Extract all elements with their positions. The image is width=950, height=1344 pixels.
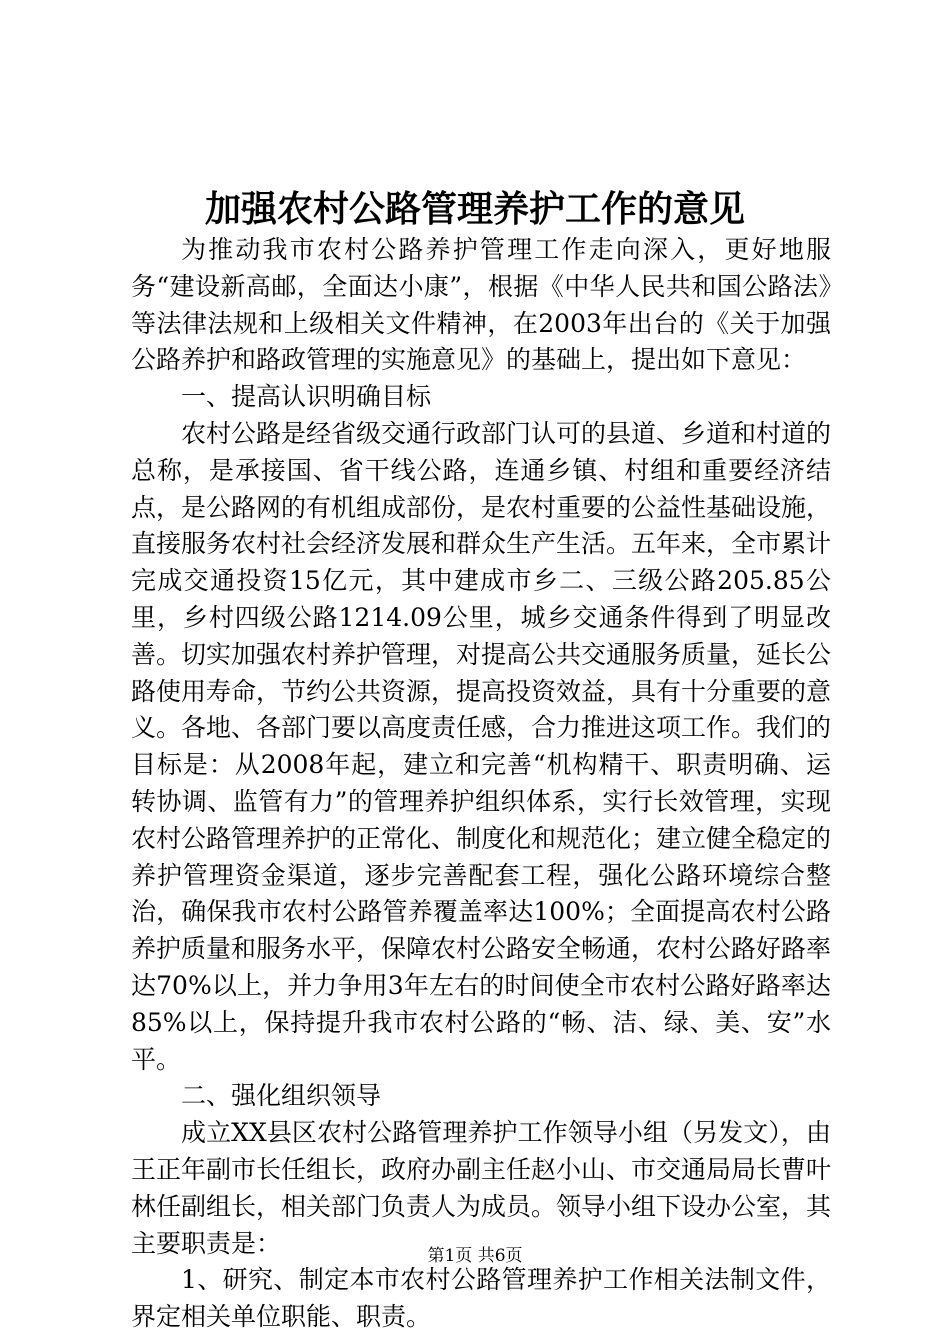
- document-body: [131, 232, 831, 1336]
- section-heading-2: 二、强化组织领导: [181, 1081, 382, 1111]
- section-2-item-1: 1、研究、制定本市农村公路管理养护工作相关法制文件，界定相关单位职能、职责。: [131, 1265, 831, 1332]
- section-2-paragraph: 成立XX县区农村公路管理养护工作领导小组（另发文），由王正年副市长任组长，政府办副主任赵小山、市交通局局长曹叶林任副组长，相关部门负责人为成员。领导小组下设办公室，其主要职责是：: [131, 1118, 832, 1258]
- intro-paragraph: 为推动我市农村公路养护管理工作走向深入，更好地服务“建设新高邮，全面达小康”，根据《中华人民共和国公路法》等法律法规和上级相关文件精神，在2003年出台的《关于加强公路养护和路政管理的实施意见》的基础上，提出如下意见：: [131, 235, 831, 375]
- page-footer: 第1页 共6页: [427, 1246, 523, 1266]
- document-title: 加强农村公路管理养护工作的意见: [204, 188, 745, 230]
- section-1-paragraph: 农村公路是经省级交通行政部门认可的县道、乡道和村道的总称，是承接国、省干线公路，连通乡镇、村组和重要经济结点，是公路网的有机组成部份，是农村重要的公益性基础设施，直接服务农村社会经济发展和群众生产生活。五年来，全市累计完成交通投资15亿元，其中建成市乡二、三级公路205.85公里，乡村四级公路1214.09公里，城乡交通条件得到了明显改善。切实加强农村养护管理，对提高公共交通服务质量，延长公路使用寿命，节约公共资源，提高投资效益，具有十分重要的意义。各地、各部门要以高度责任感，合力推进这项工作。我们的目标是：从2008年起，建立和完善“机构精干、职责明确、运转协调、监管有力”的管理养护组织体系，实行长效管理，实现农村公路管理养护的正常化、制度化和规范化；建立健全稳定的养护管理资金渠道，逐步完善配套工程，强化公路环境综合整治，确保我市农村公路管养覆盖率达100%；全面提高农村公路养护质量和服务水平，保障农村公路安全畅通，农村公路好路率达70%以上，并力争用3年左右的时间使全市农村公路好路率达85%以上，保持提升我市农村公路的“畅、洁、绿、美、安”水平。: [131, 418, 832, 1074]
- section-heading-1: 一、提高认识明确目标: [181, 382, 432, 412]
